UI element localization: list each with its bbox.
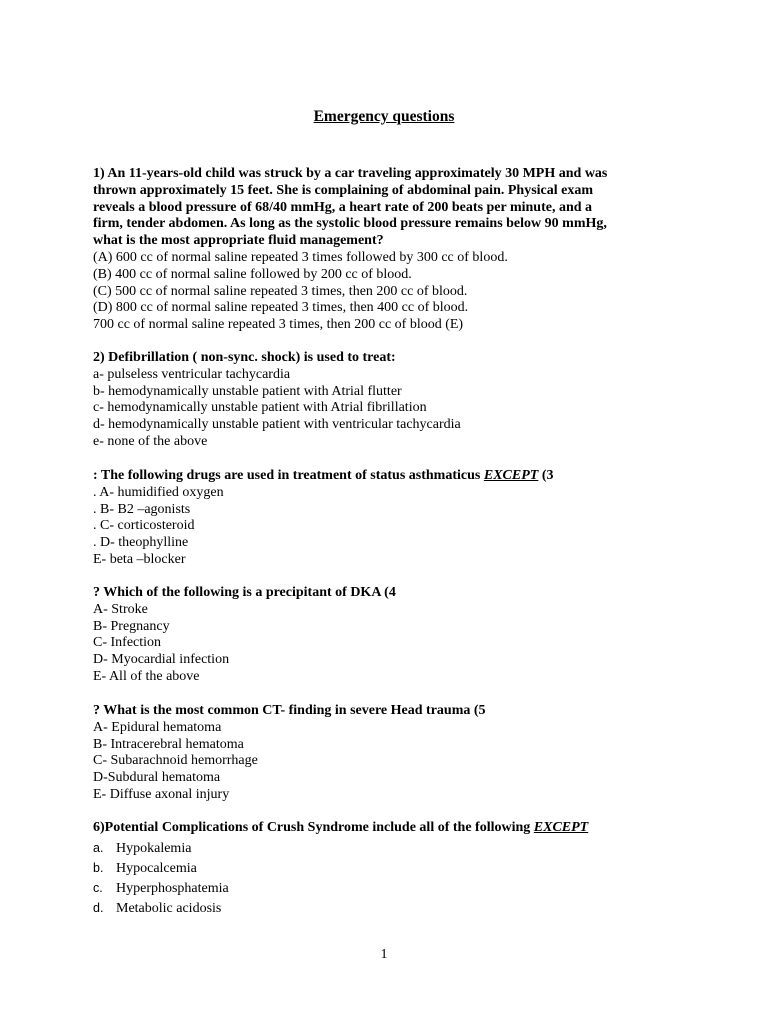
question-2-option: d- hemodynamically unstable patient with ventricular tachycardia — [93, 417, 461, 433]
question-3-option: . C- corticosteroid — [93, 518, 195, 534]
question-3-stem-number: (3 — [538, 468, 554, 483]
page-number: 1 — [380, 947, 388, 962]
question-1-stem-line: what is the most appropriate fluid management? — [93, 233, 384, 249]
question-4-option: D- Myocardial infection — [93, 652, 230, 668]
question-5-option: C- Subarachnoid hemorrhage — [93, 753, 258, 769]
question-6-options — [93, 838, 229, 918]
question-5-option: D-Subdural hematoma — [93, 770, 221, 786]
question-1-stem-line: reveals a blood pressure of 68/40 mmHg, a heart rate of 200 beats per minute, and a — [93, 199, 593, 215]
question-6-stem — [93, 820, 693, 837]
question-6-option — [93, 898, 229, 918]
list-marker: a. — [93, 841, 104, 855]
question-5-option: E- Diffuse axonal injury — [93, 786, 230, 802]
question-1-option: 700 cc of normal saline repeated 3 times, then 200 cc of blood (E) — [93, 317, 464, 333]
question-6-option — [93, 838, 229, 858]
question-3-option: . A- humidified oxygen — [93, 484, 224, 500]
question-3-stem-text: : The following drugs are used in treatment of status asthmaticus — [93, 468, 484, 483]
question-6-stem-text: 6)Potential Complications of Crush Syndrome include all of the following — [93, 820, 534, 835]
question-6-option — [93, 858, 229, 878]
question-2-option: a- pulseless ventricular tachycardia — [93, 366, 291, 382]
question-2-option: b- hemodynamically unstable patient with Atrial flutter — [93, 383, 402, 399]
question-4-option: E- All of the above — [93, 668, 200, 684]
except-emphasis: EXCEPT — [533, 820, 589, 835]
list-marker: d. — [93, 901, 104, 915]
except-emphasis: EXCEPT — [483, 468, 539, 483]
question-3 — [93, 468, 693, 569]
option-text: Hyperphosphatemia — [116, 881, 229, 896]
question-1-stem-line: 1) An 11-years-old child was struck by a car traveling approximately 30 MPH and was — [93, 166, 608, 181]
question-2-stem: 2) Defibrillation ( non-sync. shock) is used to treat: — [93, 350, 396, 365]
question-3-option: . D- theophylline — [93, 535, 189, 551]
question-2-option: c- hemodynamically unstable patient with Atrial fibrillation — [93, 400, 427, 416]
question-1-option: (B) 400 cc of normal saline followed by 200 cc of blood. — [93, 266, 412, 282]
question-3-option: . B- B2 –agonists — [93, 501, 191, 517]
question-1-stem-line: thrown approximately 15 feet. She is complaining of abdominal pain. Physical exam — [93, 182, 594, 198]
question-4-option: C- Infection — [93, 635, 162, 651]
list-marker: c. — [93, 881, 103, 895]
question-2-option: e- none of the above — [93, 433, 208, 449]
question-1-option: (D) 800 cc of normal saline repeated 3 times, then 400 cc of blood. — [93, 300, 469, 316]
option-text: Hypocalcemia — [116, 861, 197, 876]
question-1-option: (C) 500 cc of normal saline repeated 3 times, then 200 cc of blood. — [93, 283, 468, 299]
question-4-stem: ? Which of the following is a precipitant of DKA (4 — [93, 585, 396, 600]
question-4-option: B- Pregnancy — [93, 618, 170, 634]
question-1 — [93, 166, 693, 334]
option-text: Metabolic acidosis — [116, 901, 222, 916]
question-4 — [93, 585, 693, 686]
question-1-option: (A) 600 cc of normal saline repeated 3 times followed by 300 cc of blood. — [93, 249, 508, 265]
question-5 — [93, 703, 693, 804]
option-text: Hypokalemia — [116, 841, 192, 856]
question-5-option: B- Intracerebral hematoma — [93, 736, 244, 752]
question-2 — [93, 350, 693, 451]
question-3-stem — [93, 468, 693, 485]
question-3-option: E- beta –blocker — [93, 551, 186, 567]
document-title: Emergency questions — [313, 108, 455, 125]
question-6 — [93, 820, 693, 837]
question-6-option — [93, 878, 229, 898]
question-4-option: A- Stroke — [93, 601, 148, 617]
question-5-stem: ? What is the most common CT- finding in severe Head trauma (5 — [93, 703, 486, 718]
question-5-option: A- Epidural hematoma — [93, 719, 222, 735]
list-marker: b. — [93, 861, 104, 875]
question-1-stem-line: firm, tender abdomen. As long as the systolic blood pressure remains below 90 mmHg, — [93, 216, 607, 232]
